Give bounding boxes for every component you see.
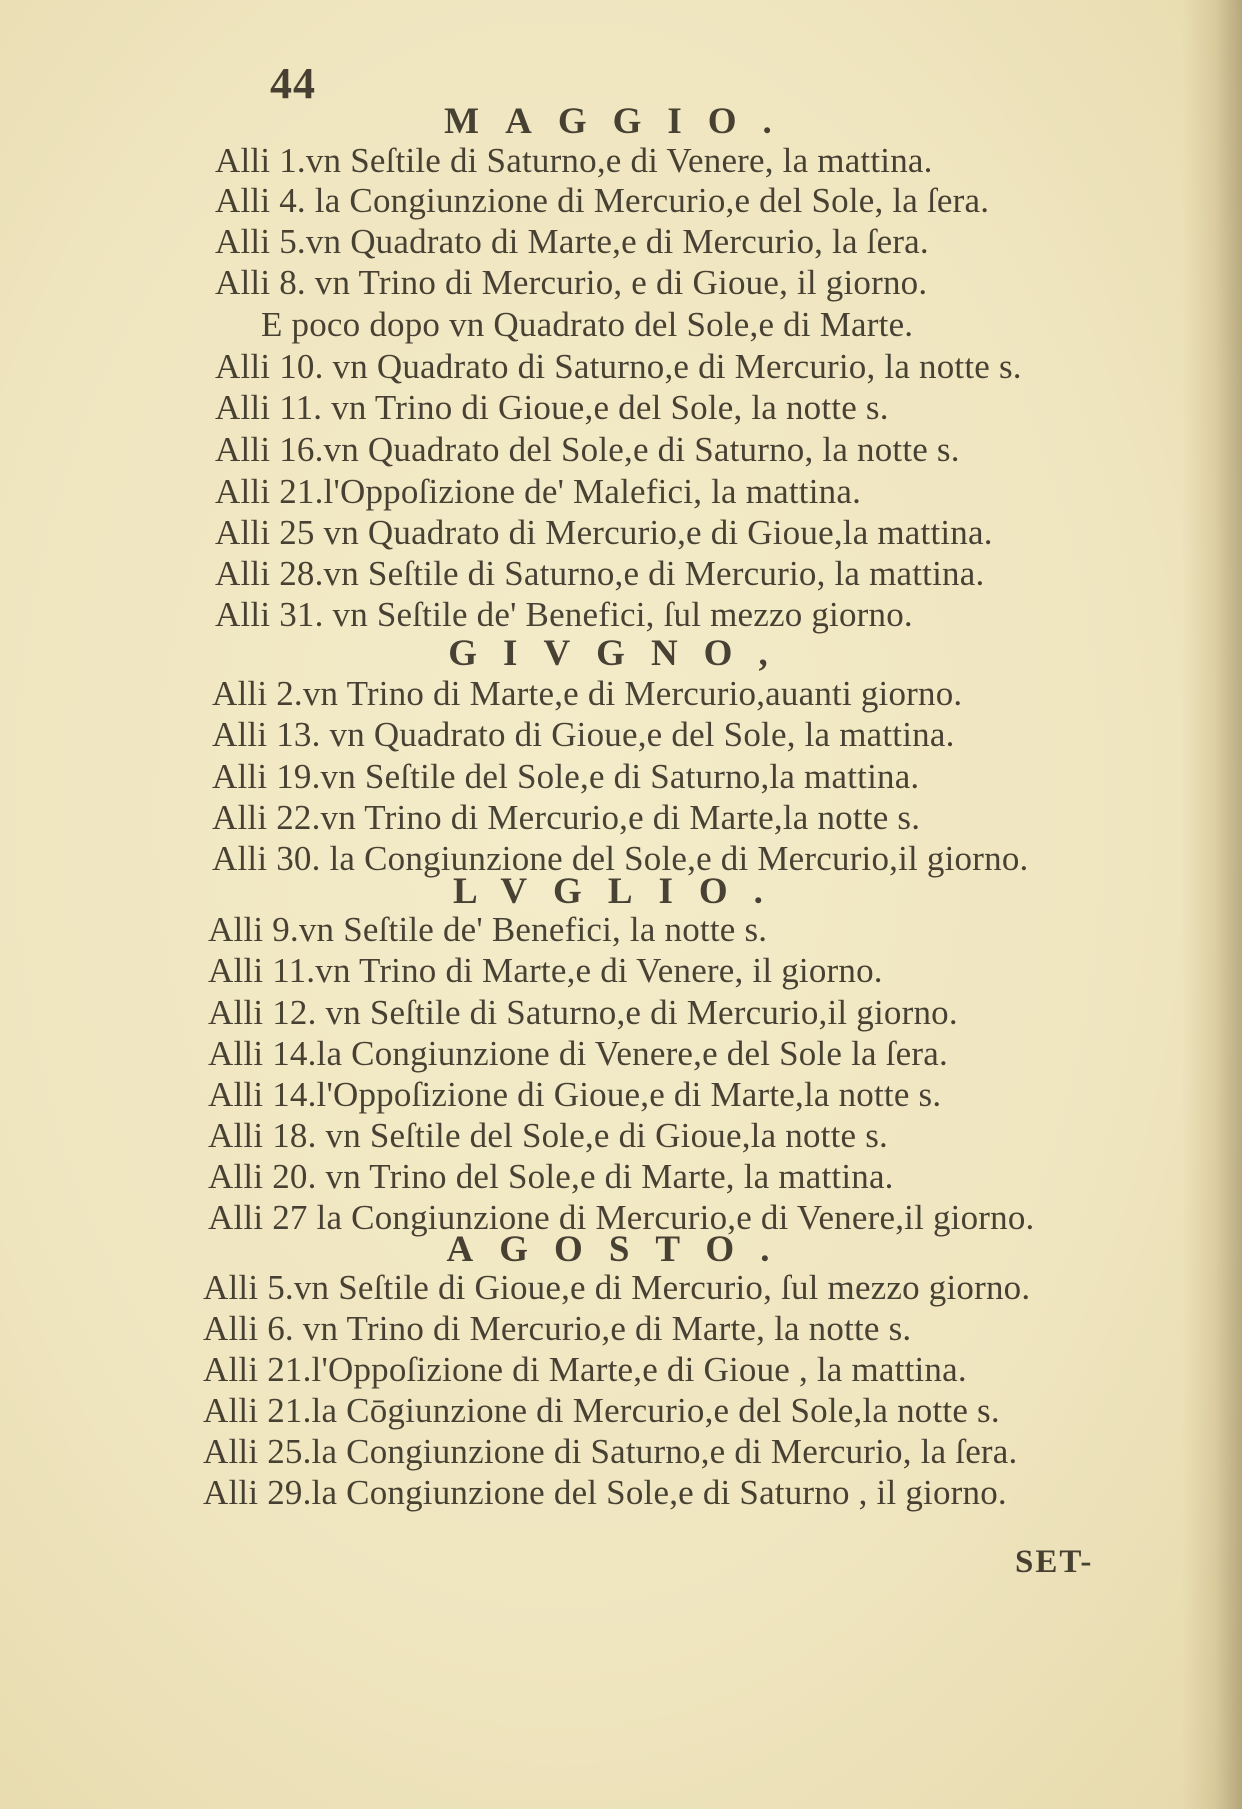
almanac-entry: Alli 11.vn Trino di Marte,e di Venere, il giorno. [208, 951, 883, 990]
almanac-entry: Alli 21.la Cōgiunzione di Mercurio,e del Sole,la notte s. [203, 1391, 1000, 1430]
almanac-entry: Alli 29.la Congiunzione del Sole,e di Saturno , il giorno. [203, 1473, 1007, 1512]
month-heading-giugno: GIVGNO, [448, 633, 794, 674]
almanac-entry: Alli 13. vn Quadrato di Gioue,e del Sole, la mattina. [212, 715, 955, 754]
almanac-entry: Alli 19.vn Seſtile del Sole,e di Saturno,la mattina. [212, 757, 920, 796]
month-heading-agosto: AGOSTO. [446, 1229, 796, 1270]
almanac-entry: Alli 5.vn Quadrato di Marte,e di Mercurio, la ſera. [215, 222, 929, 261]
almanac-entry: Alli 1.vn Seſtile di Saturno,e di Venere, la mattina. [215, 141, 933, 180]
almanac-entry: Alli 21.l'Oppoſizione de' Malefici, la mattina. [215, 472, 862, 511]
almanac-entry: Alli 25 vn Quadrato di Mercurio,e di Gioue,la mattina. [215, 513, 993, 552]
month-heading-maggio: MAGGIO. [444, 101, 798, 142]
almanac-entry: Alli 22.vn Trino di Mercurio,e di Marte,la notte s. [212, 798, 921, 837]
almanac-entry: Alli 20. vn Trino del Sole,e di Marte, la mattina. [208, 1157, 894, 1196]
almanac-entry: Alli 11. vn Trino di Gioue,e del Sole, la notte s. [215, 388, 889, 427]
show-through-reverse-page [1144, 110, 1234, 1360]
almanac-entry: Alli 14.l'Oppoſizione di Gioue,e di Marte,la notte s. [208, 1075, 942, 1114]
almanac-entry: Alli 31. vn Seſtile de' Benefici, ſul mezzo giorno. [215, 595, 913, 634]
catchword: SET- [1015, 1544, 1094, 1580]
almanac-entry: Alli 21.l'Oppoſizione di Marte,e di Gioue , la mattina. [203, 1350, 967, 1389]
almanac-entry: Alli 27 la Congiunzione di Mercurio,e di Venere,il giorno. [208, 1198, 1035, 1237]
month-heading-luglio: LVGLIO. [453, 871, 789, 912]
almanac-entry: Alli 12. vn Seſtile di Saturno,e di Mercurio,il giorno. [208, 993, 958, 1032]
almanac-entry: Alli 9.vn Seſtile de' Benefici, la notte s. [208, 910, 768, 949]
almanac-entry: Alli 14.la Congiunzione di Venere,e del Sole la ſera. [208, 1034, 948, 1073]
almanac-entry: Alli 8. vn Trino di Mercurio, e di Gioue, il giorno. [215, 263, 928, 302]
almanac-entry: Alli 2.vn Trino di Marte,e di Mercurio,auanti giorno. [212, 674, 963, 713]
almanac-entry: E poco dopo vn Quadrato del Sole,e di Marte. [261, 305, 914, 344]
almanac-entry: Alli 28.vn Seſtile di Saturno,e di Mercurio, la mattina. [215, 554, 985, 593]
almanac-entry: Alli 10. vn Quadrato di Saturno,e di Mercurio, la notte s. [215, 347, 1022, 386]
almanac-entry: Alli 6. vn Trino di Mercurio,e di Marte, la notte s. [203, 1309, 912, 1348]
page-number: 44 [270, 59, 316, 108]
almanac-entry: Alli 16.vn Quadrato del Sole,e di Saturno, la notte s. [215, 430, 960, 469]
almanac-entry: Alli 25.la Congiunzione di Saturno,e di Mercurio, la ſera. [203, 1432, 1018, 1471]
almanac-entry: Alli 18. vn Seſtile del Sole,e di Gioue,la notte s. [208, 1116, 888, 1155]
almanac-entry: Alli 5.vn Seſtile di Gioue,e di Mercurio, ſul mezzo giorno. [203, 1268, 1031, 1307]
almanac-entry: Alli 30. la Congiunzione del Sole,e di Mercurio,il giorno. [212, 839, 1029, 878]
almanac-entry: Alli 4. la Congiunzione di Mercurio,e del Sole, la ſera. [215, 181, 990, 220]
